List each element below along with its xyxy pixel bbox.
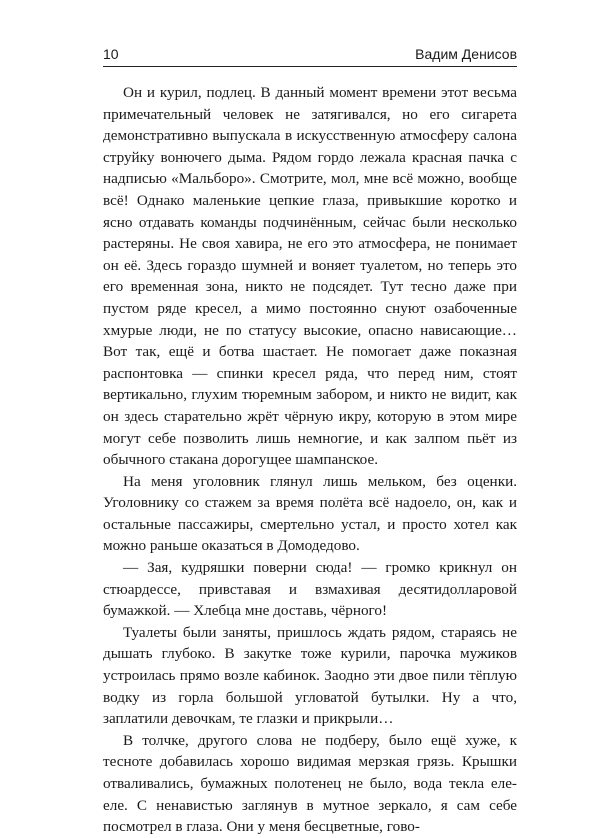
page-number: 10 — [103, 46, 119, 62]
paragraph: На меня уголовник глянул лишь мельком, без оценки. Уголовнику со стажем за время полёта всё надоело, он, как и остальные пассажиры, смертельно устал, и просто хотел как можно раньше оказаться в Домодедово. — [103, 472, 517, 555]
paragraph: — Зая, кудряшки поверни сюда! — громко крикнул он стюардессе, привставая и взмахивая десятидолларовой бумажкой. — Хлебца мне доставь, чёрного! — [103, 559, 517, 620]
page-header — [103, 42, 517, 67]
paragraph: Туалеты были заняты, пришлось ждать рядом, стараясь не дышать глубоко. В закутке тоже курили, парочка мужиков устроилась прямо возле кабинок. Заодно эти двое пили тёплую водку из горла большой угловатой бутылки. Ну а что, заплатили девочкам, те глазки и прикрыли… — [103, 623, 517, 728]
paragraph: Он и курил, подлец. В данный момент времени этот весьма примечательный человек не затягивался, но его сигарета демонстративно выпускала в искусственную атмосферу салона струйку вонючего дыма. Рядом гордо лежала красная пачка с надписью «Мальборо». Смотрите, мол, мне всё можно, вообще всё! Однако маленькие цепкие глаза, привыкшие коротко и ясно отдавать команды подчинённым, сейчас были несколько растеряны. Не своя хавира, не его это атмосфера, не понимает он её. Здесь гораздо шумней и воняет туалетом, но теперь это его временная зона, никто не подсядет. Тут тесно даже при пустом ряде кресел, а мимо постоянно снуют озабоченные хмурые люди, не по статусу высокие, опасно нависающие… Вот так, ещё и ботва шастает. Не помогает даже показная распонтовка — спинки кресел ряда, что перед ним, стоят вертикально, глухим тюремным забором, и никто не видит, как он здесь старательно жрёт чёрную икру, которую в этом мире могут себе позволить лишь немногие, и как залпом пьёт из обычного стакана дорогущее шампанское. — [103, 84, 517, 469]
body-text — [103, 82, 517, 838]
author-name: Вадим Денисов — [415, 46, 517, 62]
paragraph: В толчке, другого слова не подберу, было ещё хуже, к тесноте добавилась хорошо видимая мерзкая грязь. Крышки отваливались, бумажных полотенец не было, вода текла еле-еле. С ненавистью заглянув в мутное зеркало, я сам себе посмотрел в глаза. Они у меня бесцветные, гово- — [103, 731, 517, 836]
